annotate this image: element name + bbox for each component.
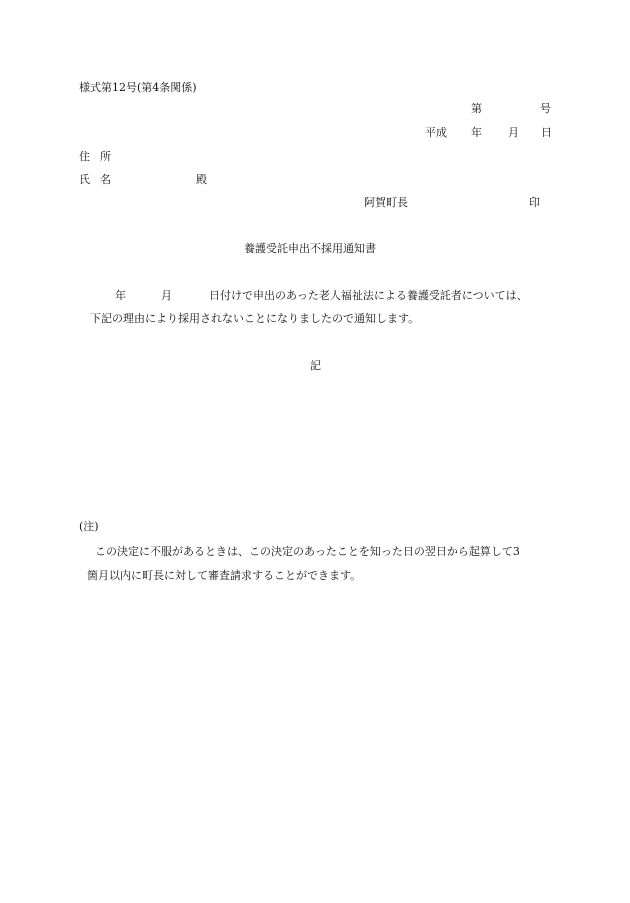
name-label: 氏名 bbox=[79, 173, 121, 186]
ki-heading: 記 bbox=[310, 359, 321, 372]
body-year-label: 年 bbox=[115, 289, 126, 302]
document-number-prefix: 第 bbox=[471, 102, 482, 115]
address-label: 住所 bbox=[79, 150, 121, 163]
issuer-title: 阿賀町長 bbox=[364, 196, 408, 209]
date-year-label: 年 bbox=[471, 126, 482, 139]
document-number-suffix: 号 bbox=[540, 102, 551, 115]
seal-mark: 印 bbox=[529, 196, 540, 209]
form-number: 様式第12号(第4条関係) bbox=[79, 81, 197, 94]
document-title: 養護受託申出不採用通知書 bbox=[244, 242, 376, 255]
note-line-2: 箇月以内に町長に対して審査請求することができます。 bbox=[87, 569, 362, 582]
note-heading: (注) bbox=[79, 520, 99, 533]
note-line-1: この決定に不服があるときは、この決定のあったことを知った日の翌日から起算して3 bbox=[95, 545, 520, 558]
date-month-label: 月 bbox=[508, 126, 519, 139]
body-line-2: 下記の理由により採用されないことになりましたので通知します。 bbox=[90, 312, 420, 325]
body-month-label: 月 bbox=[161, 289, 172, 302]
honorific: 殿 bbox=[196, 173, 207, 186]
date-day-label: 日 bbox=[541, 126, 552, 139]
date-era: 平成 bbox=[425, 126, 447, 139]
body-line-1: 日付けで申出のあった老人福祉法による養護受託者については、 bbox=[209, 289, 528, 302]
